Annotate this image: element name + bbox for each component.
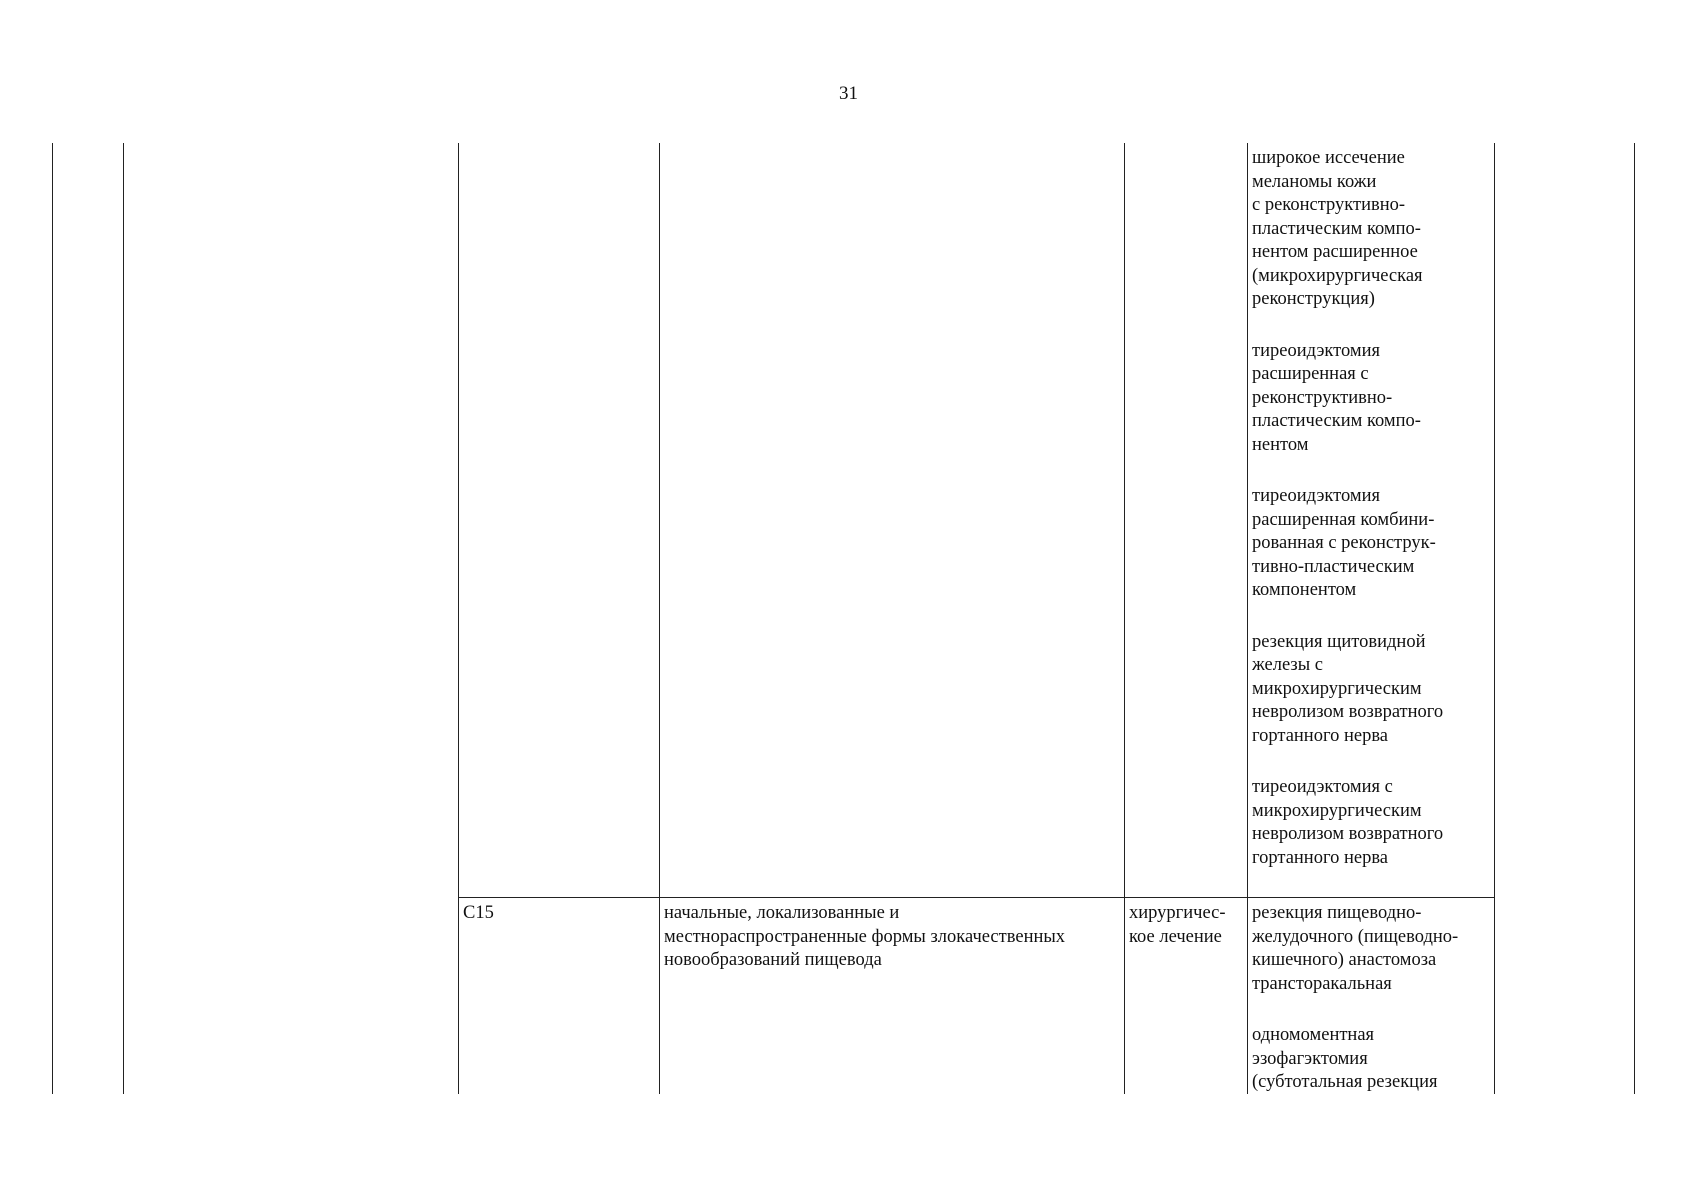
method-line: тиреоидэктомия — [1252, 340, 1381, 361]
method-line: нентом расширенное — [1252, 242, 1418, 262]
method-line: расширенная комбини- — [1252, 509, 1435, 530]
method-line: меланомы кожи — [1252, 171, 1377, 192]
method-line: с реконструктивно- — [1252, 195, 1406, 215]
method-line: эзофагэктомия — [1252, 1048, 1368, 1069]
method-block — [1252, 1024, 1458, 1095]
method-line: расширенная с — [1252, 364, 1369, 384]
method-line: тиреоидэктомия с — [1252, 777, 1393, 797]
row-separator — [458, 897, 1494, 898]
treatment-line: хирургичес- — [1129, 903, 1226, 923]
column-divider-5 — [1247, 143, 1248, 1094]
table-border-right — [1634, 143, 1635, 1094]
model-line: местнораспространенные формы злокачественных — [664, 926, 1066, 947]
method-block — [1252, 902, 1458, 996]
method-line: (субтотальная резекция — [1252, 1072, 1438, 1092]
model-line: начальные, локализованные и — [664, 903, 900, 923]
method-line: (микрохирургическая — [1252, 265, 1423, 286]
method-block — [1252, 340, 1443, 458]
method-line: одномоментная — [1252, 1025, 1375, 1045]
method-line: микрохирургическим — [1252, 800, 1422, 821]
method-line: тиреоидэктомия — [1252, 486, 1381, 506]
method-line: тивно-пластическим — [1252, 556, 1415, 577]
method-block — [1252, 631, 1443, 749]
method-block — [1252, 147, 1443, 312]
method-line: пластическим компо- — [1252, 218, 1421, 239]
method-block — [1252, 776, 1443, 870]
method-line: реконструкция) — [1252, 289, 1375, 309]
model-line: новообразований пищевода — [664, 950, 882, 970]
method-line: нентом — [1252, 434, 1309, 455]
method-line: резекция пищеводно- — [1252, 903, 1422, 923]
method-line: компонентом — [1252, 580, 1357, 600]
page-number: 31 — [839, 83, 858, 104]
column-divider-2 — [458, 143, 459, 1094]
diagnosis-code: C15 — [463, 903, 494, 923]
diagnosis-code-cell — [463, 902, 494, 926]
column-divider-6 — [1494, 143, 1495, 1094]
methods-cell-top — [1252, 147, 1443, 870]
method-line: микрохирургическим — [1252, 678, 1422, 699]
method-line: рованная с реконструк- — [1252, 533, 1436, 553]
patient-model-cell — [664, 902, 1065, 973]
treatment-type-cell — [1129, 902, 1226, 949]
method-line: трансторакальная — [1252, 973, 1392, 994]
method-line: гортанного нерва — [1252, 725, 1389, 746]
column-divider-4 — [1124, 143, 1125, 1094]
method-line: пластическим компо- — [1252, 411, 1421, 431]
method-block — [1252, 485, 1443, 603]
method-line: невролизом возвратного — [1252, 702, 1444, 722]
method-line: невролизом возвратного — [1252, 824, 1444, 844]
method-line: резекция щитовидной — [1252, 631, 1426, 652]
method-line: желудочного (пищеводно- — [1252, 926, 1459, 947]
method-line: широкое иссечение — [1252, 148, 1405, 168]
column-divider-3 — [659, 143, 660, 1094]
column-divider-1 — [123, 143, 124, 1094]
method-line: железы с — [1252, 655, 1323, 675]
method-line: кишечного) анастомоза — [1252, 950, 1437, 970]
method-line: гортанного нерва — [1252, 847, 1389, 868]
methods-cell-c15 — [1252, 902, 1458, 1095]
table-border-left — [52, 143, 53, 1094]
method-line: реконструктивно- — [1252, 387, 1393, 408]
treatment-line: кое лечение — [1129, 926, 1222, 947]
